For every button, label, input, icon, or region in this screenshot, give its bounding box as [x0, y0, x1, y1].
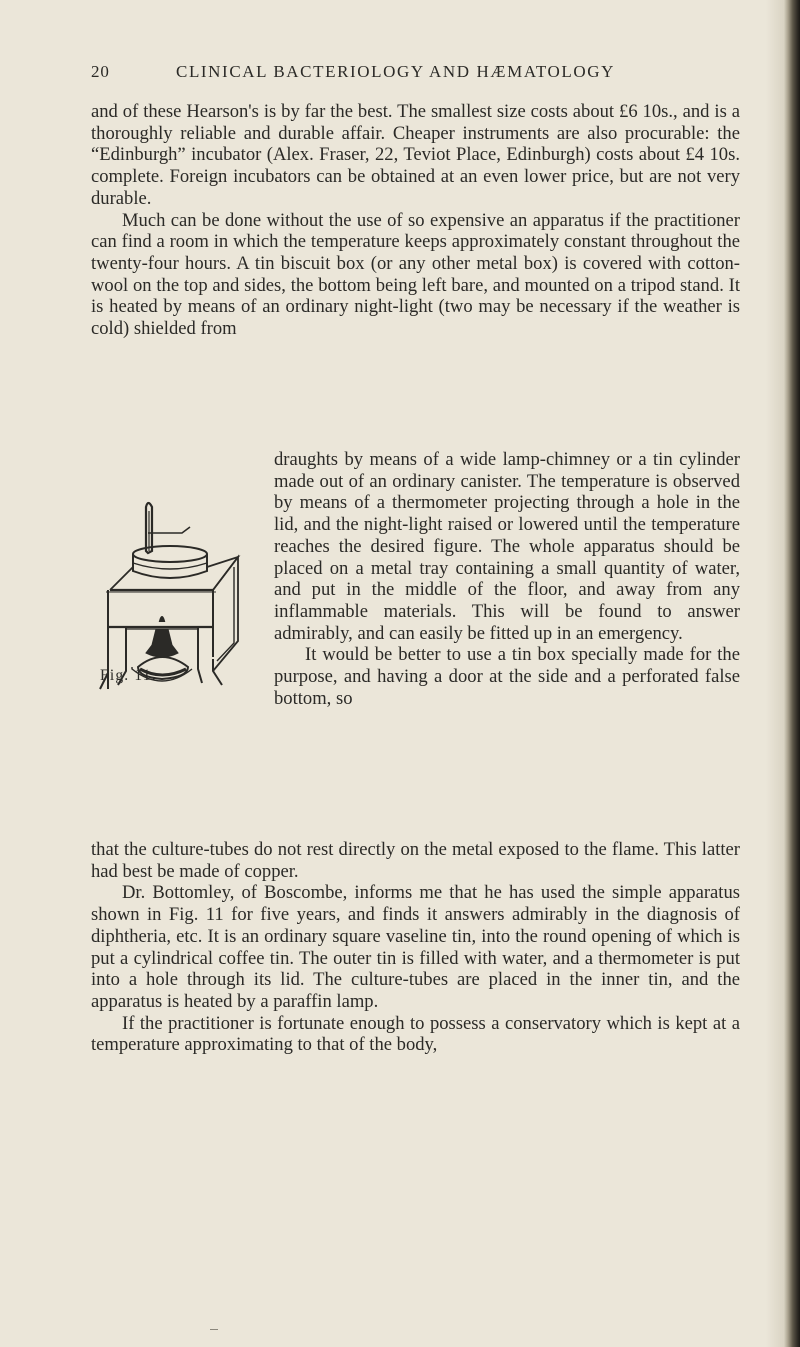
spine-shadow	[766, 0, 784, 1347]
book-spine	[784, 0, 800, 1347]
running-title: CLINICAL BACTERIOLOGY AND HÆMATOLOGY	[176, 62, 615, 81]
page-number: 20	[91, 62, 110, 81]
paragraph-tin-box: Much can be done without the use of so expensive an apparatus if the practitioner can find a room in which the temperature keeps approximately constant throughout the twenty-four hours. A tin biscuit box (or any other metal box) is covered with cotton-wool on the top and sides, the bottom being left bare, and mounted on a tripod stand. It is heated by means of an ordinary night-light (two may be necessary if the weather is cold) shielded from	[91, 209, 740, 340]
paragraph-bottomley: Dr. Bottomley, of Boscombe, informs me that he has used the simple apparatus shown in Fig. 11 for five years, and finds it answers admirably in the diagnosis of diphtheria, etc. It is an ordinary square vaseline tin, into the round opening of which is put a cylindrical coffee tin. The outer tin is filled with water, and a thermometer is put into a hole through its lid. The culture-tubes are placed in the inner tin, and the apparatus is heated by a paraffin lamp.	[91, 882, 740, 1012]
figure-11	[86, 471, 252, 709]
figure-caption: Fig. 11.	[100, 667, 157, 684]
paragraph-copper: that the culture-tubes do not rest directly on the metal exposed to the flame. This latter had best be made of copper.	[91, 839, 740, 882]
paragraph-tin-box-special: It would be better to use a tin box specially made for the purpose, and having a door at the side and a perforated false bottom, so	[274, 644, 740, 709]
paragraph-tin-box-continued: draughts by means of a wide lamp-chimney or a tin cylinder made out of an ordinary canister. The temperature is observed by means of a thermometer projecting through a hole in the lid, and the night-light raised or lowered until the temperature reaches the desired figure. The whole apparatus should be placed on a metal tray containing a small quantity of water, and put in the middle of the floor, and away from any inflammable materials. This will be found to answer admirably, and can easily be fitted up in an emergency.	[274, 449, 740, 644]
page-smudge	[210, 1329, 218, 1330]
paragraph-hearson: and of these Hearson's is by far the best. The smallest size costs about £6 10s., and is a thoroughly reliable and durable affair. Cheaper instruments are also procurable: the “Edinburgh” incubator (Alex. Fraser, 22, Teviot Place, Edinburgh) costs about £4 10s. complete. Foreign incubators can be obtained at an even lower price, but are not very durable.	[91, 101, 740, 209]
text-block-figure	[91, 449, 740, 709]
paragraph-conservatory: If the practitioner is fortunate enough to possess a conservatory which is kept at a temperature approximating to that of the body,	[91, 1012, 740, 1056]
text-block-bottom	[91, 839, 740, 1056]
text-block-top	[91, 101, 740, 340]
